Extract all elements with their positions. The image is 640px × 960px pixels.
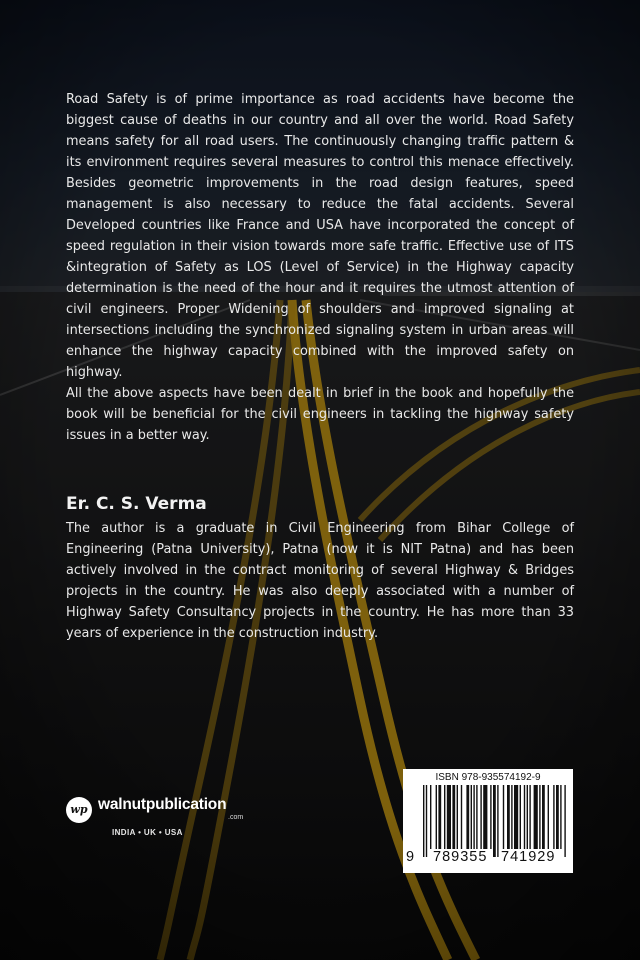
barcode-bar [461,785,462,849]
barcode-bar [457,785,458,849]
description-paragraph-2: All the above aspects have been dealt in brief in the book and hopefully the book will be beneficial for the civil engineers in tackling the highway safety issues in a better way. [66,386,574,443]
barcode-bar [444,785,445,849]
publisher-domain: .com [228,814,244,821]
author-name: Er. C. S. Verma [66,494,207,514]
isbn-barcode [403,769,573,873]
barcode-bar [493,785,496,857]
barcode-bar [556,785,559,849]
barcode-bar [514,785,518,849]
barcode-bar [524,785,525,849]
barcode-digits-right: 741929 [501,849,556,865]
barcode-bar [520,785,521,849]
barcode-bar [423,785,424,857]
barcode-bar [503,785,504,849]
barcode-bar [560,785,561,849]
barcode-bar [511,785,512,849]
publisher-branding [66,794,266,844]
barcode-bar [447,785,451,849]
barcode-bar [507,785,510,849]
barcode-bar [483,785,487,849]
barcode-bar [553,785,554,849]
barcode-bar [529,785,530,849]
barcode-bar [539,785,540,849]
barcode-digits [403,849,573,869]
walnut-logo-icon: wp [66,797,92,823]
barcode-bar [480,785,481,849]
publisher-locations: INDIA • UK • USA [112,828,183,837]
barcode-bar [426,785,427,857]
barcode-bar [452,785,455,849]
author-bio: The author is a graduate in Civil Engineering from Bihar College of Engineering (Patna University), Patna (now it is NIT Patna) and has been actively involved in the contract monitoring of several Highway & Bridges projects in the country. He was also deeply associated with a number of Highway Safety Consultancy projects in the country. He has more than 33 years of experience in the construction industry. [66,521,574,641]
barcode-bar [497,785,498,857]
barcode-bar [542,785,545,849]
barcode-bar [438,785,441,849]
barcode-bar [473,785,474,849]
barcode-bar [430,785,431,849]
barcode-bar [534,785,538,849]
barcode-bar [490,785,491,849]
barcode-bar [436,785,437,849]
barcode-digit-first: 9 [406,849,415,865]
barcode-bar [471,785,472,849]
publisher-name: walnutpublication [98,796,227,813]
isbn-label: ISBN 978-935574192-9 [435,772,541,783]
barcode-digits-left: 789355 [433,849,488,865]
description-paragraph-1: Road Safety is of prime importance as road accidents have become the biggest cause of deaths in our country and all over the world. Road Safety means safety for all road users. The continuously changing traffic pattern & its environment requires several measures to control this menace effectively. Besides geometric improvements in the road design features, speed management is also necessary to reduce the fatal accidents. Several Developed countries like France and USA have incorporated the concept of speed regulation in their vision towards more safe traffic. Effective use of ITS &integration of Safety as LOS (Level of Service) in the Highway capacity determination is the need of the hour and it requires the utmost attention of civil engineers. Proper Widening of shoulders and improved signaling at intersections including the synchronized signaling system in urban areas will enhance the highway capacity combined with the improved safety on highway. [66,92,574,380]
barcode-bars [409,785,567,857]
barcode-bar [548,785,549,849]
barcode-bar [466,785,469,849]
barcode-bar [476,785,477,849]
barcode-bar [527,785,528,849]
barcode-bar [564,785,565,857]
